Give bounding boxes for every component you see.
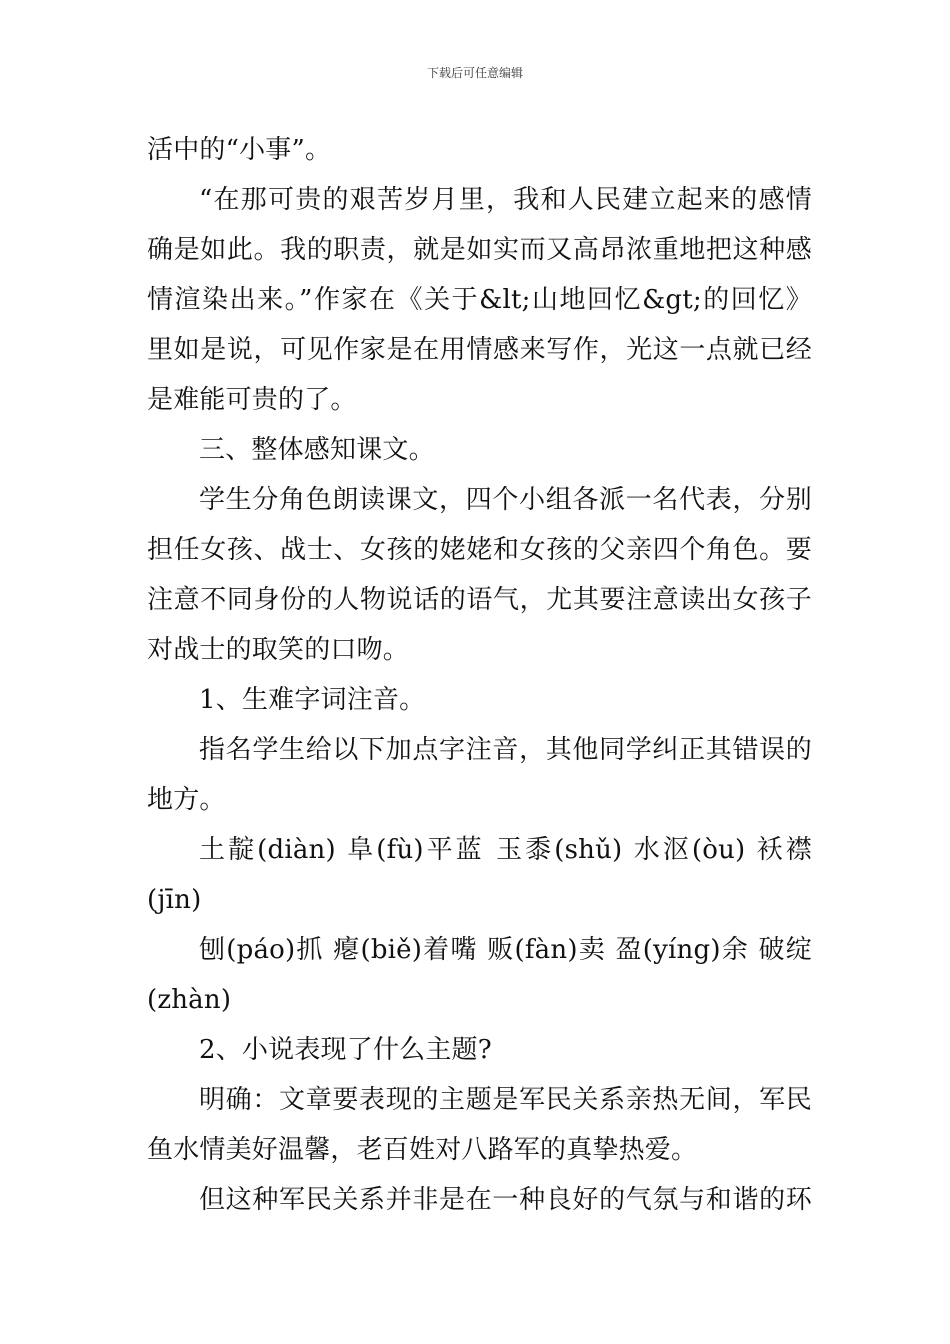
text-line: 三、整体感知课文。 [199, 435, 435, 465]
text-line: “在那可贵的艰苦岁月里，我和人民建立起来的感情 [199, 185, 812, 215]
text-line: 但这种军民关系并非是在一种良好的气氛与和谐的环 [199, 1185, 812, 1215]
text-line: 里如是说，可见作家是在用情感来写作，光这一点就已经 [147, 335, 812, 365]
text-line: 明确：文章要表现的主题是军民关系亲热无间，军民 [199, 1085, 812, 1115]
text-line: 对战士的取笑的口吻。 [147, 635, 410, 665]
text-line: 活中的“小事”。 [147, 135, 332, 165]
text-line: 担任女孩、战士、女孩的姥姥和女孩的父亲四个角色。要 [147, 535, 812, 565]
text-line: (jīn) [147, 885, 202, 915]
text-line: 指名学生给以下加点字注音，其他同学纠正其错误的 [199, 735, 812, 765]
document-body [147, 125, 812, 1225]
text-line: 1、生难字词注音。 [199, 685, 426, 715]
text-line: 2、小说表现了什么主题? [199, 1035, 492, 1065]
text-line: 地方。 [147, 785, 226, 815]
text-line: 注意不同身份的人物说话的语气，尤其要注意读出女孩子 [147, 585, 812, 615]
text-line: (zhàn) [147, 985, 232, 1015]
text-line: 是难能可贵的了。 [147, 385, 357, 415]
text-line: 学生分角色朗读课文，四个小组各派一名代表，分别 [199, 485, 812, 515]
page-header: 下载后可任意编辑 [426, 66, 523, 80]
text-line: 确是如此。我的职责，就是如实而又高昂浓重地把这种感 [147, 235, 812, 265]
text-line: 情渲染出来。”作家在《关于&lt;山地回忆&gt;的回忆》 [147, 285, 812, 315]
text-line: 刨(páo)抓 瘪(biě)着嘴 贩(fàn)卖 盈(yíng)余 破绽 [199, 935, 813, 965]
text-line: 鱼水情美好温馨，老百姓对八路军的真挚热爱。 [147, 1135, 698, 1165]
text-line: 土靛(diàn) 阜(fù)平蓝 玉黍(shǔ) 水沤(òu) 袄襟 [199, 835, 812, 865]
